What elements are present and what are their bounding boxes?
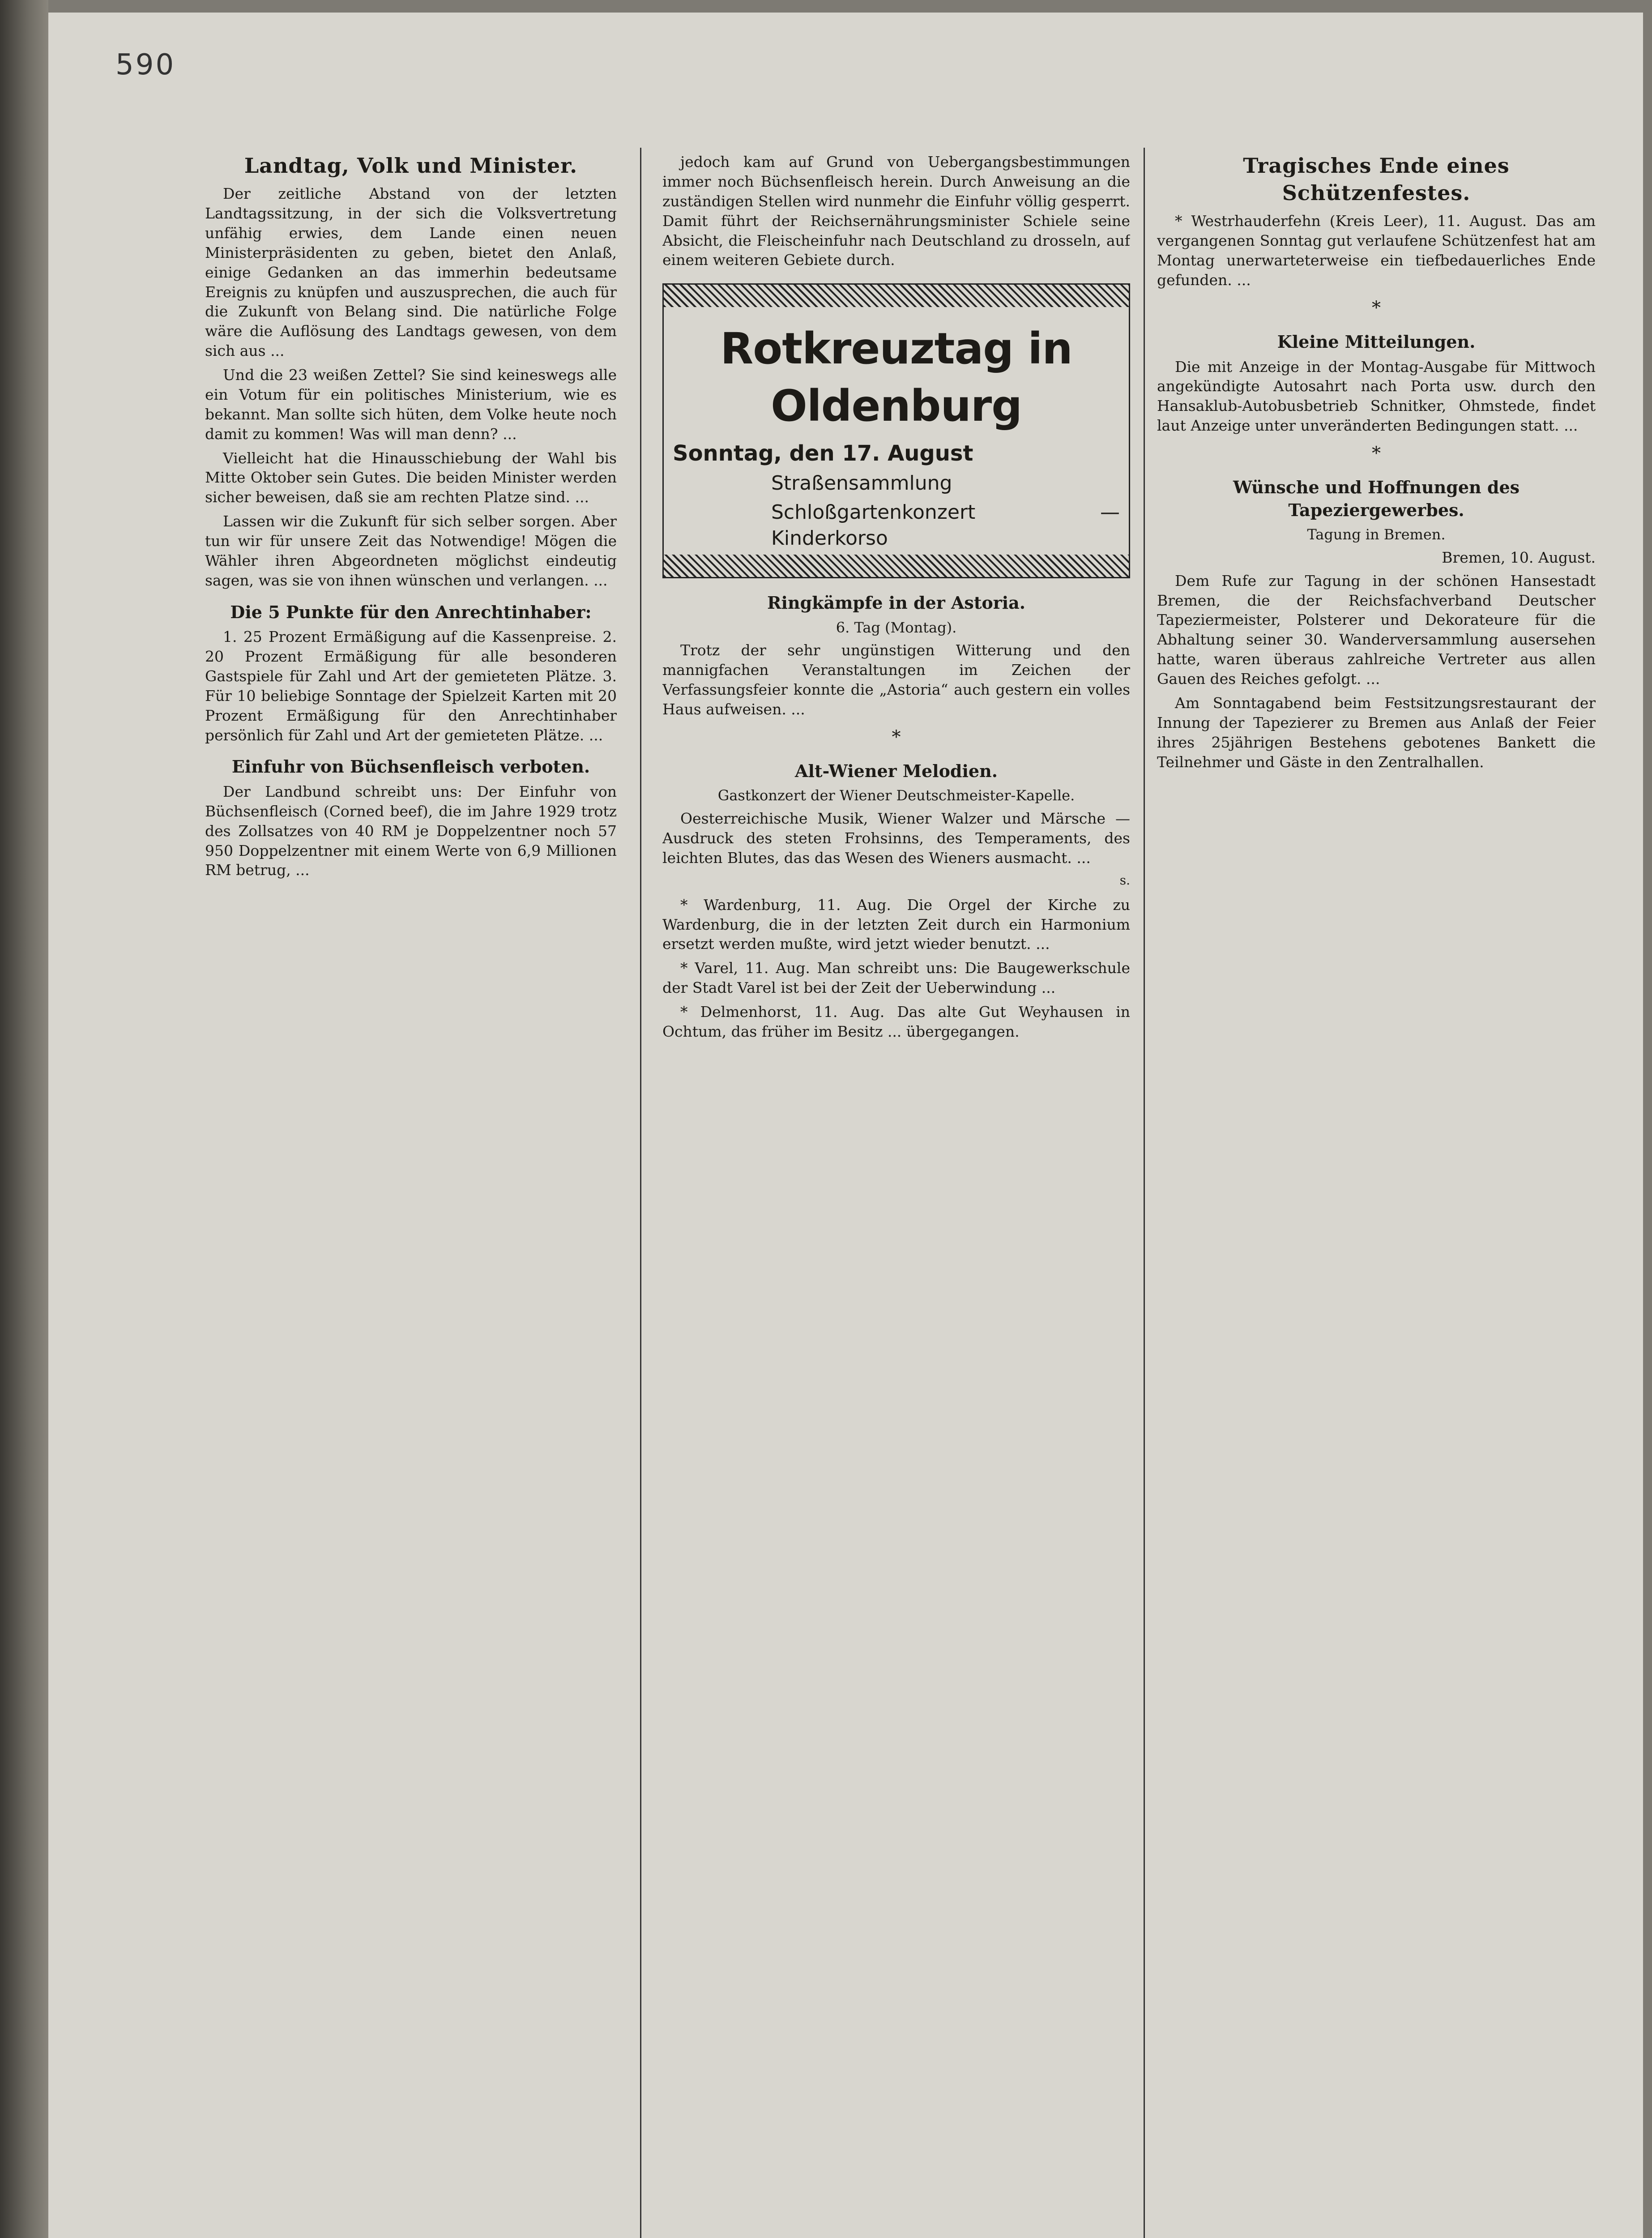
column-rule bbox=[640, 148, 641, 2238]
column-right bbox=[1157, 152, 1596, 2238]
article-headline: Alt-Wiener Melodien. bbox=[795, 760, 998, 781]
banner-line: Schloßgartenkonzert — Kinderkorso bbox=[771, 500, 1120, 550]
article-paragraph: * Westrhauderfehn (Kreis Leer), 11. August. Das am vergangenen Sonntag gut verlaufene Schützenfest hat am Montag unerwarteterweise ein tiefbedauerliches Ende gefunden. ... bbox=[1157, 212, 1596, 289]
separator-asterisk: * bbox=[1372, 297, 1381, 318]
dateline: Bremen, 10. August. bbox=[1442, 548, 1596, 566]
article-subtitle: Gastkonzert der Wiener Deutschmeister-Kapelle. bbox=[717, 787, 1075, 804]
article-headline: Einfuhr von Büchsenfleisch verboten. bbox=[231, 756, 590, 777]
article-headline: Landtag, Volk und Minister. bbox=[244, 154, 578, 178]
article-headline: Die 5 Punkte für den Anrechtinhaber: bbox=[230, 602, 592, 622]
article-paragraph: jedoch kam auf Grund von Uebergangsbestimmungen immer noch Büchsenfleisch herein. Durch Anweisung an die zuständigen Stellen wird nunmehr die Einfuhr völlig gesperrt. Damit führt der Reichsernährungsminister Schiele seine Absicht, die Fleischeinfuhr nach Deutschland zu drosseln, auf einem weiteren Gebiete durch. bbox=[662, 153, 1130, 269]
article-paragraph: Oesterreichische Musik, Wiener Walzer und Märsche — Ausdruck des steten Frohsinns, des Temperaments, des leichten Blutes, das das Wesen des Wieners ausmacht. ... bbox=[662, 809, 1130, 867]
separator-asterisk: * bbox=[1372, 443, 1381, 464]
banner-title: Rotkreuztag in Oldenburg bbox=[720, 324, 1072, 431]
article-paragraph: Die mit Anzeige in der Montag-Ausgabe für Mittwoch angekündigte Autosahrt nach Porta usw. durch den Hansaklub-Autobusbetrieb Schnitker, Ohmstede, findet laut Anzeige unter unveränderten Bedingungen statt. ... bbox=[1157, 358, 1596, 435]
author-sign: s. bbox=[1119, 873, 1130, 888]
page-number: 590 bbox=[115, 48, 176, 81]
article-paragraph: Dem Rufe zur Tagung in der schönen Hansestadt Bremen, die der Reichsfachverband Deutscher Tapeziermeister, Polsterer und Dekorateure für die Abhaltung seiner 30. Wanderversammlung ausersehen hatte, waren überaus zahlreiche Vertreter aus allen Gauen des Reiches gefolgt. ... bbox=[1157, 572, 1596, 688]
article-paragraph: Am Sonntagabend beim Festsitzungsrestaurant der Innung der Tapezierer zu Bremen aus Anlaß der Feier ihres 25jährigen Bestehens gebotenes Bankett die Teilnehmer und Gäste in den Zentralhallen. bbox=[1157, 694, 1596, 771]
article-subtitle: 6. Tag (Montag). bbox=[836, 619, 957, 636]
banner-hatch-top bbox=[664, 285, 1129, 307]
separator-asterisk: * bbox=[892, 726, 901, 747]
article-paragraph: Vielleicht hat die Hinausschiebung der Wahl bis Mitte Oktober sein Gutes. Die beiden Minister werden sicher beweisen, daß sie am rechten Platze sind. ... bbox=[205, 449, 617, 506]
article-paragraph: * Delmenhorst, 11. Aug. Das alte Gut Weyhausen in Ochtum, das früher im Besitz ... übergegangen. bbox=[662, 1003, 1130, 1040]
article-headline: Kleine Mitteilungen. bbox=[1277, 332, 1476, 352]
article-headline: Ringkämpfe in der Astoria. bbox=[767, 592, 1026, 613]
article-paragraph: Der Landbund schreibt uns: Der Einfuhr von Büchsenfleisch (Corned beef), die im Jahre 1929 trotz des Zollsatzes von 40 RM je Doppelzentner noch 57 950 Doppelzentner mit einem Werte von 6,9 Millionen RM betrug, ... bbox=[205, 782, 617, 879]
banner-hatch-bottom bbox=[664, 555, 1129, 577]
article-headline: Wünsche und Hoffnungen des Tapeziergewerbes. bbox=[1233, 477, 1520, 520]
article-subtitle: Tagung in Bremen. bbox=[1307, 526, 1446, 543]
article-paragraph: 1. 25 Prozent Ermäßigung auf die Kassenpreise. 2. 20 Prozent Ermäßigung für alle besonderen Gastspiele für Zahl und Art der gemieteten Plätze. 3. Für 10 beliebige Sonntage der Spielzeit Karten mit 20 Prozent Ermäßigung für den Anrechtinhaber persönlich für Zahl und Art der gemieteten Plätze. ... bbox=[205, 628, 617, 744]
article-paragraph: Der zeitliche Abstand von der letzten Landtagssitzung, in der sich die Volksvertretung unfähig erwies, dem Lande einen neuen Ministerpräsidenten zu geben, bietet den Anlaß, einige Gedanken an das immerhin bedeutsame Ereignis zu knüpfen und auszusprechen, die auch für die Zukunft von Belang sind. Die natürliche Folge wäre die Auflösung des Landtags gewesen, von dem sich aus ... bbox=[205, 185, 617, 360]
article-headline: Tragisches Ende eines Schützenfestes. bbox=[1243, 154, 1510, 205]
advertisement-banner bbox=[662, 283, 1130, 578]
book-spine bbox=[0, 0, 48, 2238]
article-paragraph: * Varel, 11. Aug. Man schreibt uns: Die Baugewerkschule der Stadt Varel ist bei der Zeit der Ueberwindung ... bbox=[662, 959, 1130, 997]
article-paragraph: * Wardenburg, 11. Aug. Die Orgel der Kirche zu Wardenburg, die in der letzten Zeit durch ein Harmonium ersetzt werden mußte, wird jetzt wieder benutzt. ... bbox=[662, 896, 1130, 953]
article-paragraph: Trotz der sehr ungünstigen Witterung und den mannigfachen Veranstaltungen im Zeichen der Verfassungsfeier konnte die „Astoria“ auch gestern ein volles Haus aufweisen. ... bbox=[662, 641, 1130, 718]
banner-line: Straßensammlung bbox=[771, 472, 952, 495]
article-paragraph: Und die 23 weißen Zettel? Sie sind keineswegs alle ein Votum für ein politisches Ministerium, wie es bekannt. Man sollte sich hüten, dem Volke heute noch damit zu kommen! Was will man denn? ... bbox=[205, 366, 617, 443]
article-paragraph: Lassen wir die Zukunft für sich selber sorgen. Aber tun wir für unsere Zeit das Notwendige! Mögen die Wähler ihren Abgeordneten möglichst eindeutig sagen, was sie von ihnen wünschen und verlangen. ... bbox=[205, 513, 617, 589]
column-rule bbox=[1144, 148, 1145, 2238]
column-middle bbox=[662, 152, 1130, 2238]
column-left bbox=[205, 152, 617, 2238]
banner-date: Sonntag, den 17. August bbox=[673, 440, 973, 466]
